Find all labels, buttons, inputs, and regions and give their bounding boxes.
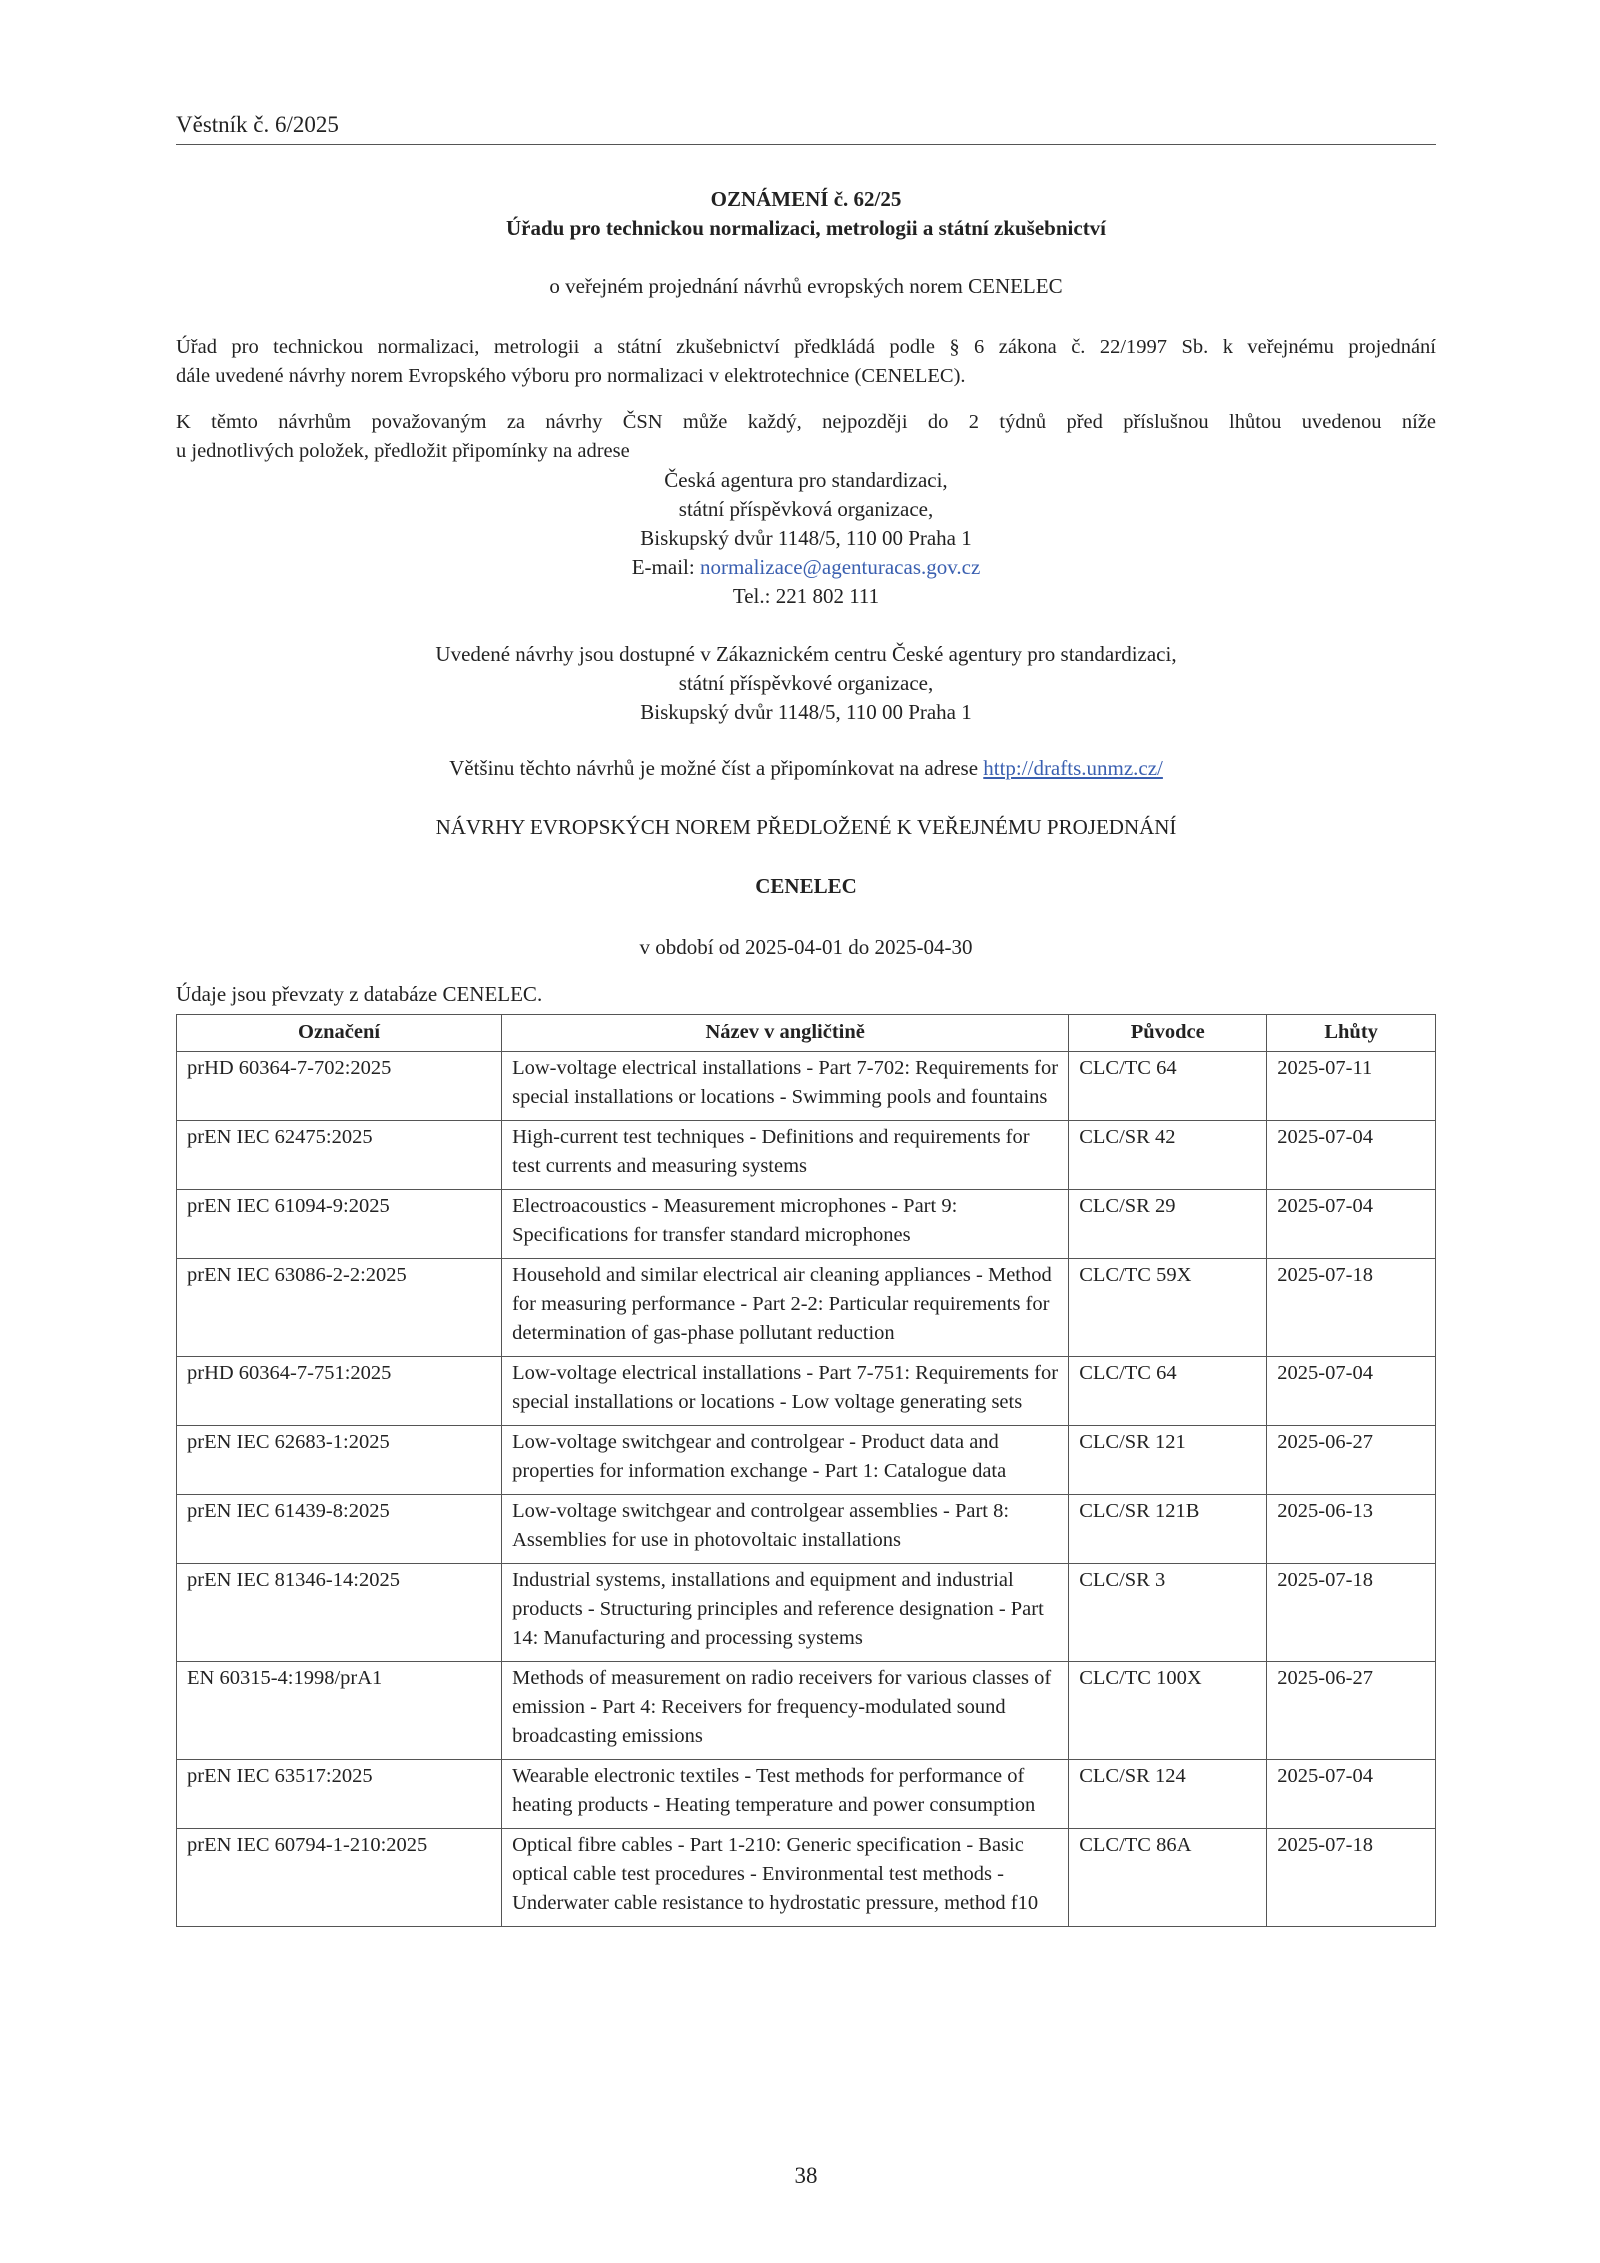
cell-originator: CLC/SR 42	[1069, 1121, 1267, 1190]
cell-originator: CLC/SR 3	[1069, 1564, 1267, 1662]
comments-line-2: u jednotlivých položek, předložit připomínky na adrese	[176, 440, 630, 462]
section-heading: NÁVRHY EVROPSKÝCH NOREM PŘEDLOŽENÉ K VEŘEJNÉMU PROJEDNÁNÍ	[435, 815, 1177, 839]
intro-line-1: Úřad pro technickou normalizaci, metrologii a státní zkušebnictví předkládá podle § 6 zákona č. 22/1997 Sb. k veřejnému projednání	[176, 336, 1436, 358]
agency-street: Biskupský dvůr 1148/5, 110 00 Praha 1	[640, 526, 972, 550]
table-row	[177, 1495, 1436, 1564]
notice-issuer: Úřadu pro technickou normalizaci, metrologii a státní zkušebnictví	[505, 216, 1107, 240]
table-row	[177, 1259, 1436, 1357]
cell-originator: CLC/TC 64	[1069, 1357, 1267, 1426]
drafts-text: Většinu těchto návrhů je možné číst a připomínkovat na adrese	[449, 756, 984, 780]
availability-block	[176, 640, 1436, 727]
table-row	[177, 1190, 1436, 1259]
cell-originator: CLC/SR 121	[1069, 1426, 1267, 1495]
cell-title: Low-voltage switchgear and controlgear - Product data and properties for information exchange - Part 1: Catalogue data	[502, 1426, 1069, 1495]
table-row	[177, 1052, 1436, 1121]
cell-title: Low-voltage electrical installations - Part 7-751: Requirements for special installations or locations - Low voltage generating sets	[502, 1357, 1069, 1426]
header-deadline: Lhůty	[1267, 1015, 1436, 1052]
drafts-link[interactable]: http://drafts.unmz.cz/	[983, 756, 1163, 780]
email-line	[176, 553, 1436, 582]
cell-designation: prHD 60364-7-751:2025	[177, 1357, 502, 1426]
drafts-line	[176, 756, 1436, 781]
email-label: E-mail:	[631, 555, 700, 579]
availability-line-2: státní příspěvkové organizace,	[678, 671, 934, 695]
cell-deadline: 2025-07-18	[1267, 1259, 1436, 1357]
cell-originator: CLC/TC 64	[1069, 1052, 1267, 1121]
header-originator: Původce	[1069, 1015, 1267, 1052]
cell-designation: prHD 60364-7-702:2025	[177, 1052, 502, 1121]
cell-designation: prEN IEC 61439-8:2025	[177, 1495, 502, 1564]
cell-originator: CLC/TC 86A	[1069, 1829, 1267, 1927]
cell-designation: prEN IEC 60794-1-210:2025	[177, 1829, 502, 1927]
table-row	[177, 1564, 1436, 1662]
organization-heading: CENELEC	[755, 874, 857, 898]
cell-deadline: 2025-06-27	[1267, 1426, 1436, 1495]
table-row	[177, 1357, 1436, 1426]
agency-org-type: státní příspěvková organizace,	[678, 497, 934, 521]
table-row	[177, 1121, 1436, 1190]
cell-deadline: 2025-07-04	[1267, 1760, 1436, 1829]
comments-paragraph	[176, 408, 1436, 466]
cell-designation: prEN IEC 63517:2025	[177, 1760, 502, 1829]
agency-name: Česká agentura pro standardizaci,	[664, 468, 948, 492]
table-header-row	[177, 1015, 1436, 1052]
cell-originator: CLC/SR 124	[1069, 1760, 1267, 1829]
page-number: 38	[794, 2163, 818, 2188]
cell-originator: CLC/TC 59X	[1069, 1259, 1267, 1357]
journal-header: Věstník č. 6/2025	[176, 112, 1436, 145]
table-row	[177, 1760, 1436, 1829]
cell-originator: CLC/TC 100X	[1069, 1662, 1267, 1760]
notice-subject: o veřejném projednání návrhů evropských norem CENELEC	[549, 274, 1063, 298]
cell-title: Household and similar electrical air cleaning appliances - Method for measuring performance - Part 2-2: Particular requirements for determination of gas-phase pollutant reduction	[502, 1259, 1069, 1357]
norms-table	[176, 1014, 1436, 1927]
cell-title: Electroacoustics - Measurement microphones - Part 9: Specifications for transfer standard microphones	[502, 1190, 1069, 1259]
cell-title: Low-voltage switchgear and controlgear assemblies - Part 8: Assemblies for use in photovoltaic installations	[502, 1495, 1069, 1564]
cell-title: High-current test techniques - Definitions and requirements for test currents and measuring systems	[502, 1121, 1069, 1190]
phone-line: Tel.: 221 802 111	[732, 584, 880, 608]
cell-designation: EN 60315-4:1998/prA1	[177, 1662, 502, 1760]
header-title-en: Název v angličtině	[502, 1015, 1069, 1052]
table-row	[177, 1662, 1436, 1760]
intro-line-2: dále uvedené návrhy norem Evropského výboru pro normalizaci v elektrotechnice (CENELEC).	[176, 365, 966, 387]
table-row	[177, 1426, 1436, 1495]
notice-title-block	[176, 185, 1436, 243]
availability-line-1: Uvedené návrhy jsou dostupné v Zákaznickém centru České agentury pro standardizaci,	[435, 642, 1177, 666]
cell-originator: CLC/SR 29	[1069, 1190, 1267, 1259]
cell-deadline: 2025-07-11	[1267, 1052, 1436, 1121]
source-note: Údaje jsou převzaty z databáze CENELEC.	[176, 982, 543, 1006]
notice-number: OZNÁMENÍ č. 62/25	[710, 187, 902, 211]
cell-title: Wearable electronic textiles - Test methods for performance of heating products - Heating temperature and power consumption	[502, 1760, 1069, 1829]
cell-designation: prEN IEC 61094-9:2025	[177, 1190, 502, 1259]
cell-deadline: 2025-06-27	[1267, 1662, 1436, 1760]
email-link[interactable]: normalizace@agenturacas.gov.cz	[699, 555, 981, 579]
cell-deadline: 2025-07-18	[1267, 1564, 1436, 1662]
cell-designation: prEN IEC 81346-14:2025	[177, 1564, 502, 1662]
availability-line-3: Biskupský dvůr 1148/5, 110 00 Praha 1	[640, 700, 972, 724]
cell-originator: CLC/SR 121B	[1069, 1495, 1267, 1564]
cell-designation: prEN IEC 62475:2025	[177, 1121, 502, 1190]
cell-deadline: 2025-07-04	[1267, 1190, 1436, 1259]
cell-deadline: 2025-07-04	[1267, 1357, 1436, 1426]
table-row	[177, 1829, 1436, 1927]
cell-designation: prEN IEC 63086-2-2:2025	[177, 1259, 502, 1357]
header-designation: Označení	[177, 1015, 502, 1052]
period-line: v období od 2025-04-01 do 2025-04-30	[639, 935, 973, 959]
comment-address	[176, 466, 1436, 611]
cell-deadline: 2025-07-04	[1267, 1121, 1436, 1190]
comments-line-1: K těmto návrhům považovaným za návrhy ČSN může každý, nejpozději do 2 týdnů před příslušnou lhůtou uvedenou níže	[176, 411, 1436, 433]
cell-designation: prEN IEC 62683-1:2025	[177, 1426, 502, 1495]
cell-title: Optical fibre cables - Part 1-210: Generic specification - Basic optical cable test procedures - Environmental test methods - Underwater cable resistance to hydrostatic pressure, method f10	[502, 1829, 1069, 1927]
cell-title: Methods of measurement on radio receivers for various classes of emission - Part 4: Receivers for frequency-modulated sound broadcasting emissions	[502, 1662, 1069, 1760]
cell-title: Low-voltage electrical installations - Part 7-702: Requirements for special installations or locations - Swimming pools and fountains	[502, 1052, 1069, 1121]
intro-paragraph	[176, 333, 1436, 391]
cell-title: Industrial systems, installations and equipment and industrial products - Structuring principles and reference designation - Part 14: Manufacturing and processing systems	[502, 1564, 1069, 1662]
cell-deadline: 2025-07-18	[1267, 1829, 1436, 1927]
cell-deadline: 2025-06-13	[1267, 1495, 1436, 1564]
